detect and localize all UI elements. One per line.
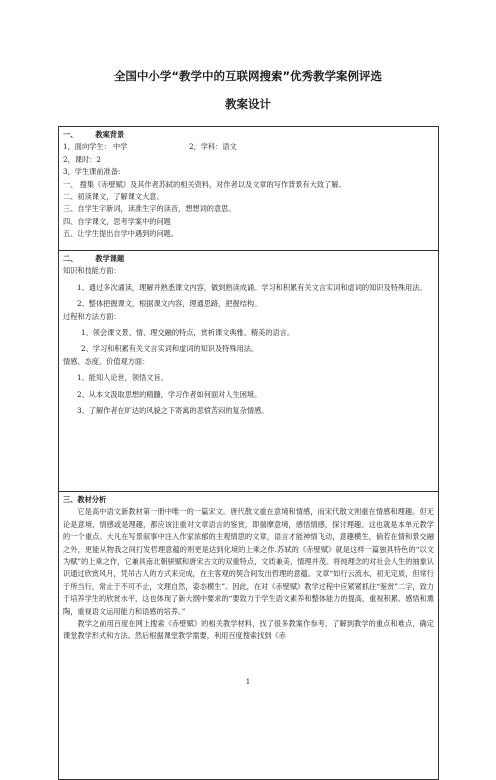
- section-background-cell: [59, 127, 439, 251]
- knowledge-title: 知识和技能方面：: [63, 266, 121, 276]
- knowledge-item: 2、整体把握课文，根据课文内容，理通思路，把握结构。: [77, 299, 262, 309]
- section-background-row: [59, 127, 439, 251]
- attitude-item: 2、从本文汲取思想的精髓，学习作者如何面对人生困境。: [77, 389, 262, 399]
- section-analysis-row: [59, 492, 439, 780]
- section-analysis-cell: [59, 492, 439, 780]
- section-title: 、教材分析: [70, 495, 107, 504]
- section-number: 二、: [63, 254, 78, 263]
- audience-text: 1，面向学生： 中学: [63, 142, 128, 152]
- analysis-paragraph: 它是高中语文新教材第一册中唯一的一篇宋文。唐代散文重在意境和情感，而宋代散文则重在情感和理趣。但无论是意境、情感或是理趣，都应该注重对文章语言的鉴赏，即揣摩意境，感悟情感，探讨理趣。这也就是本单元教学的一个重点。大凡在写景叙事中注入作家浓郁的主观情思的文章，语言才能神情飞动，意趣横生，倘若在情和景交融之外，更能从物我之间打发哲理意蕴的则更是达到化境的上乘之作.苏轼的《赤壁赋》就是这样一篇独具特色的“以文为赋”的上乘之作，它兼具南北朝骈赋和唐宋古文的双重特点，文质兼美，情理并茂。将纯理念的对社会人生的抽象认识通过欣赏风月，凭吊古人的方式来完成，在主客观的契合间发出哲理的意蕴。文章“如行云流水，初无定质，但常行于所当行，常止于不可不止，文理自然，姿态横生”。因此，在对《赤壁赋》教学过程中应紧紧抓住“鉴赏”二字，致力于培养学生的欣赏水平，这也体现了新大纲中要求的“要致力于学生语文素养和整体能力的提高，重视积累、感悟和熏陶，重视语文运用能力和语感的培养。”: [63, 507, 434, 616]
- attitude-item: 1、能知人论世，领悟文旨。: [77, 373, 168, 383]
- hours-text: 2，课时：2: [63, 154, 101, 164]
- method-item: 2、学习和积累有关文言实词和虚词的知识及特殊用法。: [81, 344, 259, 354]
- section-topic-row: [59, 251, 439, 492]
- section-heading: [63, 494, 434, 506]
- attitude-title: 情感、态度、价值观方面：: [63, 356, 150, 366]
- prep-item: 一、 搜集《赤壁赋》及其作者苏轼的相关资料，对作者以及文章的写作背景有大致了解。: [63, 179, 346, 189]
- document-subtitle: 教案设计: [225, 97, 271, 111]
- method-item: 1、领会课文景、情、理交融的特点，赏析课文典雅、精美的语言。: [81, 328, 295, 338]
- prep-item: 四、自学课文，思考学案中的问题: [63, 216, 171, 226]
- section-number: 一、: [63, 130, 78, 139]
- subject-text: 2，学科：语文: [189, 142, 237, 152]
- info-line: [63, 141, 434, 153]
- knowledge-item: 1、通过多次诵读，理解并熟悉课文内容，做到熟读成诵。学习和积累有关文言实词和虚词的知识及特殊用法。: [77, 282, 427, 292]
- document-title: 全国中小学“教学中的互联网搜索”优秀教学案例评选: [113, 69, 383, 83]
- section-title: 教案背景: [95, 130, 125, 139]
- prep-item: 三、自学生字新词，读准生字的读音，想想词的意思。: [63, 204, 236, 214]
- analysis-paragraph: 教学之前用百度在网上搜索《赤壁赋》的相关教学材料，找了很多教案作参考，了解到教学的重点和难点，确定课堂教学形式和方法。然后根据课堂教学需要，利用百度搜索找到《赤: [63, 619, 434, 641]
- page-number: 1: [245, 678, 251, 686]
- section-number: 三: [63, 495, 71, 504]
- method-title: 过程和方法方面：: [63, 311, 121, 321]
- attitude-item: 3、了解作者在旷达的风貌之下寄寓的悲愤苦闷的复杂情感。: [77, 406, 269, 416]
- prep-title: 3，学生课前准备:: [63, 167, 121, 177]
- section-topic-cell: [59, 251, 439, 492]
- section-title: 教学课题: [95, 254, 125, 263]
- section-heading: [63, 253, 434, 265]
- prep-item: 二、初读课文，了解课文大意。: [63, 192, 164, 202]
- prep-item: 五、让学生提出自学中遇到的问题。: [63, 229, 179, 239]
- section-heading: [63, 129, 434, 141]
